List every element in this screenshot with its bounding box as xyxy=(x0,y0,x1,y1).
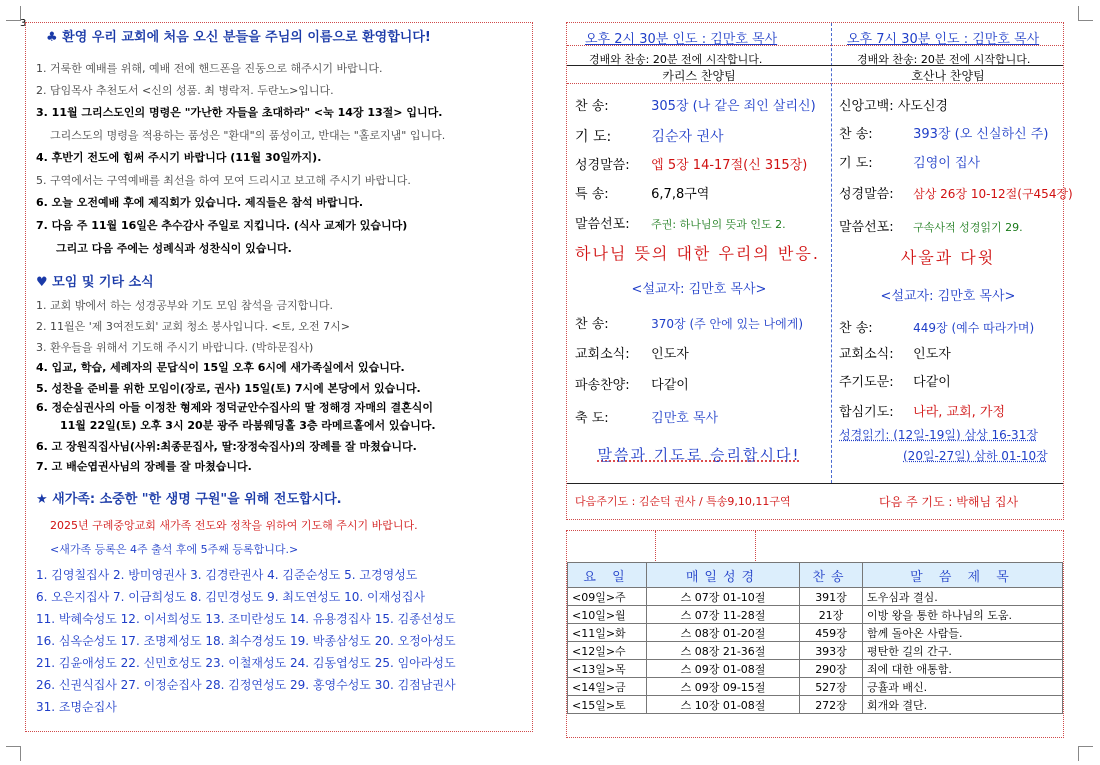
reading-cell: 스 07장 11-28절 xyxy=(647,606,800,624)
evening-news-row xyxy=(839,346,951,364)
daily-bible-table xyxy=(567,562,1063,714)
row-label: 파송찬양: xyxy=(575,378,630,393)
newfamily-heading: ★ 새가족: 소중한 "한 생명 구원"을 위해 전도합시다. xyxy=(36,492,342,507)
row-label: 성경말씀: xyxy=(575,158,630,173)
daily-bible-table-panel xyxy=(566,530,1064,738)
row-label: 주기도문: xyxy=(839,375,894,390)
evening-next-prayer: 다음 주 기도 : 박해님 집사 xyxy=(879,495,1019,509)
reading-cell: 스 09장 01-08절 xyxy=(647,660,800,678)
notice-item: 4. 후반기 전도에 힘써 주시기 바랍니다 (11월 30일까지). xyxy=(36,151,322,164)
day-cell: <09일>주 xyxy=(568,588,647,606)
row-value: 다같이 xyxy=(913,375,951,390)
row-label: 합심기도: xyxy=(839,405,894,420)
hymn-cell: 290장 xyxy=(800,660,863,678)
table-row xyxy=(568,660,1063,678)
table-spacer xyxy=(655,531,756,561)
hymn-cell: 21장 xyxy=(800,606,863,624)
newfamily-names: 16. 심옥순성도 17. 조명제성도 18. 최수경성도 19. 박종삼성도 20. 오정아성도 xyxy=(36,634,456,648)
notice-item: 3. 11월 그리스도인의 명령은 "가난한 자들을 초대하라" <눅 14장 13절> 입니다. xyxy=(36,106,443,119)
meeting-item: 7. 고 배순엽권사님의 장례를 잘 마쳤습니다. xyxy=(36,460,252,473)
afternoon-header: 오후 2시 30분 인도 : 김만호 목사 xyxy=(585,32,778,47)
afternoon-preacher: <설교자: 김만호 목사> xyxy=(631,282,767,297)
afternoon-scripture-row xyxy=(575,157,807,175)
reading-cell: 스 07장 01-10절 xyxy=(647,588,800,606)
row-label: 찬 송: xyxy=(575,99,609,114)
day-cell: <10일>월 xyxy=(568,606,647,624)
page-number: 3 xyxy=(20,18,27,29)
divider xyxy=(567,483,1063,484)
title-cell: 회개와 결단. xyxy=(863,696,1063,714)
evening-reading-1: 성경읽기: (12일-19일) 삼상 16-31장 xyxy=(839,428,1038,442)
row-value: 김영이 집사 xyxy=(913,156,981,171)
evening-prayer-row xyxy=(839,155,980,173)
newfamily-prayer: 2025년 구례중앙교회 새가족 전도와 정착을 위하여 기도해 주시기 바랍니다. xyxy=(50,519,418,532)
crop-mark xyxy=(6,746,21,761)
reading-cell: 스 10장 01-08절 xyxy=(647,696,800,714)
meeting-item: 1. 교회 밖에서 하는 성경공부와 기도 모임 참석을 금지합니다. xyxy=(36,299,333,312)
row-value: 인도자 xyxy=(651,347,689,362)
crop-mark xyxy=(6,6,21,21)
day-cell: <12일>수 xyxy=(568,642,647,660)
evening-hymn-row xyxy=(839,126,1048,144)
title-cell: 죄에 대한 애통함. xyxy=(863,660,1063,678)
afternoon-slogan: 말씀과 기도로 승리합시다! xyxy=(597,446,801,464)
row-value: 6,7,8구역 xyxy=(651,187,710,202)
newfamily-names: 31. 조명순집사 xyxy=(36,700,117,714)
hymn-cell: 393장 xyxy=(800,642,863,660)
welcome-heading: ♣ 환영 우리 교회에 처음 오신 분들을 주님의 이름으로 환영합니다! xyxy=(46,30,431,45)
evening-header: 오후 7시 30분 인도 : 김만호 목사 xyxy=(847,32,1040,47)
afternoon-team: 카리스 찬양팀 xyxy=(662,69,736,83)
row-label: 축 도: xyxy=(575,411,609,426)
title-cell: 함께 돌아온 사람들. xyxy=(863,624,1063,642)
crop-mark xyxy=(1078,746,1093,761)
crop-mark xyxy=(1078,6,1093,21)
notice-item: 5. 구역에서는 구역예배를 최선을 하여 모여 드리시고 보고해 주시기 바랍니다. xyxy=(36,174,411,187)
evening-sermon-row xyxy=(839,219,1023,237)
reading-cell: 스 08장 01-20절 xyxy=(647,624,800,642)
table-row xyxy=(568,588,1063,606)
afternoon-bless-row xyxy=(575,410,718,428)
row-value: 김순자 권사 xyxy=(651,129,724,145)
afternoon-special-row xyxy=(575,186,709,204)
table-row xyxy=(568,642,1063,660)
evening-scripture-row xyxy=(839,185,1073,204)
day-cell: <13일>목 xyxy=(568,660,647,678)
newfamily-names: 21. 김윤애성도 22. 신민호성도 23. 이철재성도 24. 김동엽성도 25. 임아라성도 xyxy=(36,656,456,670)
row-label: 교회소식: xyxy=(839,347,894,362)
row-value: 370장 (주 안에 있는 나에게) xyxy=(651,317,803,331)
afternoon-news-row xyxy=(575,346,689,364)
row-value: 나라, 교회, 가정 xyxy=(913,405,1006,420)
afternoon-hymn2-row xyxy=(575,315,803,334)
day-cell: <15일>토 xyxy=(568,696,647,714)
evening-joint-row xyxy=(839,404,1005,422)
newfamily-names: 1. 김영칠집사 2. 방미영권사 3. 김경란권사 4. 김준순성도 5. 고경영성도 xyxy=(36,568,418,582)
row-value: 김만호 목사 xyxy=(651,411,719,426)
row-label: 교회소식: xyxy=(575,347,630,362)
meeting-item: 2. 11월은 '제 3여전도회' 교회 청소 봉사입니다. <토, 오전 7시> xyxy=(36,320,350,333)
hymn-cell: 391장 xyxy=(800,588,863,606)
notice-item: 그리고 다음 주에는 성례식과 성찬식이 있습니다. xyxy=(56,242,292,255)
meeting-item: 11월 22일(토) 오후 3시 20분 광주 라붐웨딩홀 3층 라메르홀에서 있습니다. xyxy=(60,419,436,432)
title-cell: 평탄한 길의 간구. xyxy=(863,642,1063,660)
notice-item: 6. 오늘 오전예배 후에 제직회가 있습니다. 제직들은 참석 바랍니다. xyxy=(36,196,364,209)
table-row xyxy=(568,606,1063,624)
afternoon-sermon-title: 하나님 뜻의 대한 우리의 반응. xyxy=(575,244,820,263)
afternoon-sub: 경배와 찬송: 20분 전에 시작합니다. xyxy=(589,53,763,66)
evening-sermon-title: 사울과 다윗 xyxy=(900,248,996,267)
table-row xyxy=(568,696,1063,714)
afternoon-sermon-row xyxy=(575,216,786,234)
announcements-panel xyxy=(25,22,533,732)
notice-item: 7. 다음 주 11월 16일은 추수감사 주일로 지킵니다. (식사 교제가 있습니다) xyxy=(36,219,408,232)
row-value: 449장 (예수 따라가며) xyxy=(913,321,1035,335)
reading-cell: 스 08장 21-36절 xyxy=(647,642,800,660)
row-label: 성경말씀: xyxy=(839,187,894,202)
table-row xyxy=(568,678,1063,696)
notice-item: 2. 담임목사 추천도서 <신의 성품. 최 병락저. 두란노>입니다. xyxy=(36,84,334,97)
row-value: 주권: 하나님의 뜻과 인도 2. xyxy=(651,218,786,231)
title-cell: 이방 왕을 통한 하나님의 도움. xyxy=(863,606,1063,624)
col-header-title: 말 씀 제 목 xyxy=(863,563,1063,588)
table-spacer xyxy=(567,531,656,561)
hymn-cell: 272장 xyxy=(800,696,863,714)
afternoon-hymn-row xyxy=(575,98,816,116)
col-header-reading: 매일성경 xyxy=(647,563,800,588)
row-label: 특 송: xyxy=(575,187,609,202)
row-label: 기 도: xyxy=(839,156,873,171)
row-value: 엡 5장 14-17절(신 315장) xyxy=(651,158,808,173)
reading-cell: 스 09장 09-15절 xyxy=(647,678,800,696)
notice-item: 그리스도의 명령을 적용하는 품성은 "환대"의 품성이고, 반대는 "홀로지냄" 입니다. xyxy=(50,129,446,142)
row-value: 다같이 xyxy=(651,378,689,393)
row-value: 393장 (오 신실하신 주) xyxy=(913,127,1049,142)
meeting-heading: ♥ 모임 및 기타 소식 xyxy=(36,275,154,290)
row-value: 구속사적 성경읽기 29. xyxy=(913,221,1023,234)
row-value: 삼상 26장 10-12절(구454장) xyxy=(913,187,1073,201)
meeting-item: 6. 고 장원직집사님(사위:최종문집사, 딸:장정숙집사)의 장례를 잘 마쳤습니다. xyxy=(36,440,417,453)
newfamily-names: 11. 박혜숙성도 12. 이서희성도 13. 조미란성도 14. 유용경집사 15. 김종선성도 xyxy=(36,612,456,626)
meeting-item: 6. 정순심권사의 아들 이정찬 형제와 정덕균안수집사의 딸 정해경 자매의 결혼식이 xyxy=(36,401,433,414)
title-cell: 도우심과 결심. xyxy=(863,588,1063,606)
row-label: 기 도: xyxy=(575,129,612,145)
hymn-cell: 459장 xyxy=(800,624,863,642)
evening-sub: 경배와 찬송: 20분 전에 시작합니다. xyxy=(857,53,1031,66)
row-value: 305장 (나 같은 죄인 살리신) xyxy=(651,99,816,114)
evening-hymn2-row xyxy=(839,319,1034,338)
row-value: 인도자 xyxy=(913,347,951,362)
row-label: 찬 송: xyxy=(575,317,609,332)
evening-lords-row xyxy=(839,374,951,392)
evening-team: 호산나 찬양팀 xyxy=(911,69,985,83)
row-label: 말씀선포: xyxy=(575,217,630,232)
evening-creed: 신앙고백: 사도신경 xyxy=(839,99,948,114)
afternoon-next-prayer: 다음주기도 : 김순덕 권사 / 특송9,10,11구역 xyxy=(575,495,791,508)
title-cell: 긍휼과 배신. xyxy=(863,678,1063,696)
hymn-cell: 527장 xyxy=(800,678,863,696)
day-cell: <11일>화 xyxy=(568,624,647,642)
newfamily-names: 6. 오은지집사 7. 이금희성도 8. 김민경성도 9. 최도연성도 10. 이재성집사 xyxy=(36,590,426,604)
afternoon-send-row xyxy=(575,377,689,395)
newfamily-rule: <새가족 등록은 4주 출석 후에 5주째 등록합니다.> xyxy=(50,543,299,556)
meeting-item: 5. 성찬을 준비를 위한 모임이(장로, 권사) 15일(토) 7시에 본당에서 있습니다. xyxy=(36,382,421,395)
afternoon-prayer-row xyxy=(575,128,724,146)
meeting-item: 4. 입교, 학습, 세례자의 문답식이 15일 오후 6시에 새가족실에서 있습니다. xyxy=(36,361,405,374)
meeting-item: 3. 환우들을 위해서 기도해 주시기 바랍니다. (박하문집사) xyxy=(36,341,314,354)
newfamily-names: 26. 신권식집사 27. 이정순집사 28. 김정연성도 29. 홍영수성도 30. 김점남권사 xyxy=(36,678,456,692)
evening-preacher: <설교자: 김만호 목사> xyxy=(880,289,1016,304)
table-row xyxy=(568,624,1063,642)
table-header-row xyxy=(568,563,1063,588)
col-header-hymn: 찬송 xyxy=(800,563,863,588)
day-cell: <14일>금 xyxy=(568,678,647,696)
row-label: 말씀선포: xyxy=(839,220,894,235)
notice-item: 1. 거룩한 예배를 위해, 예배 전에 핸드폰을 진동으로 해주시기 바랍니다. xyxy=(36,62,383,75)
row-label: 찬 송: xyxy=(839,321,873,336)
evening-reading-2: (20일-27일) 삼하 01-10장 xyxy=(903,449,1048,463)
service-order-panel xyxy=(566,22,1073,520)
col-header-day: 요 일 xyxy=(568,563,647,588)
row-label: 찬 송: xyxy=(839,127,873,142)
